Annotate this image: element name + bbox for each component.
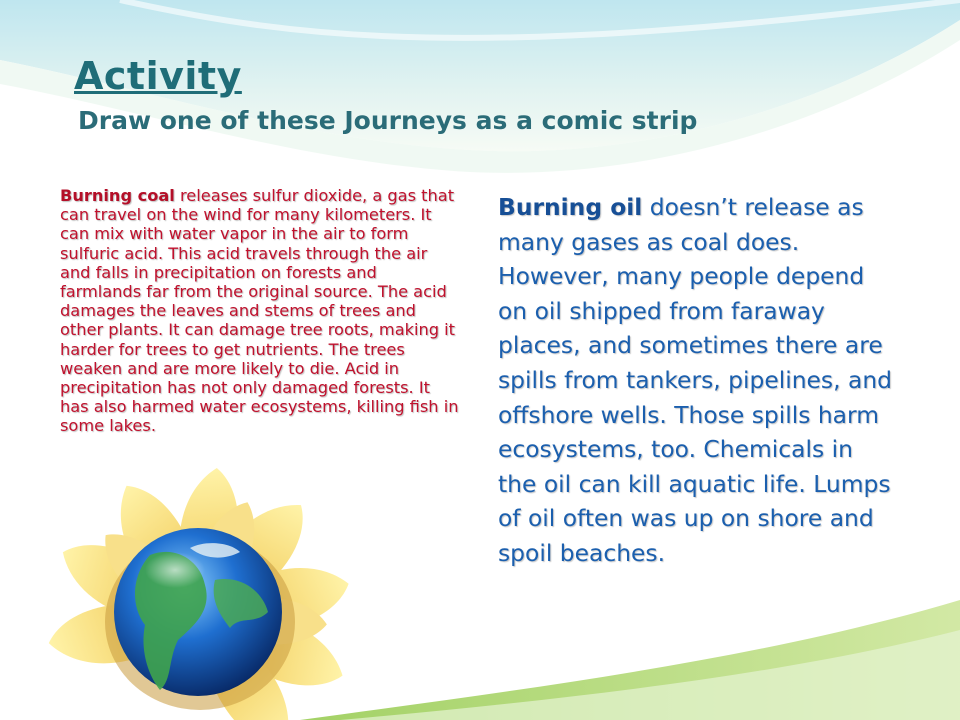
oil-paragraph	[498, 190, 898, 571]
globe-icon	[114, 528, 282, 696]
oil-lead: Burning oil	[498, 193, 643, 221]
coal-lead: Burning coal	[60, 186, 175, 205]
slide-subtitle: Draw one of these Journeys as a comic strip	[78, 106, 698, 135]
coal-body: releases sulfur dioxide, a gas that can travel on the wind for many kilometers. It can mix with water vapor in the air to form sulfuric acid. This acid travels through the air and falls in precipitation on forests and farmlands far from the original source. The acid damages the leaves and stems of trees and other plants. It can damage tree roots, making it harder for trees to get nutrients. The trees weaken and are more likely to die. Acid in precipitation has not only damaged forests. It has also harmed water ecosystems, killing fish in some lakes.	[60, 186, 459, 436]
oil-body: doesn’t release as many gases as coal does. However, many people depend on oil shipped from faraway places, and sometimes there are spills from tankers, pipelines, and offshore wells. Those spills harm ecosystems, too. Chemicals in the oil can kill aquatic life. Lumps of oil often was up on shore and spoil beaches.	[498, 193, 892, 567]
slide-title: Activity	[74, 54, 242, 98]
coal-paragraph	[60, 186, 462, 436]
